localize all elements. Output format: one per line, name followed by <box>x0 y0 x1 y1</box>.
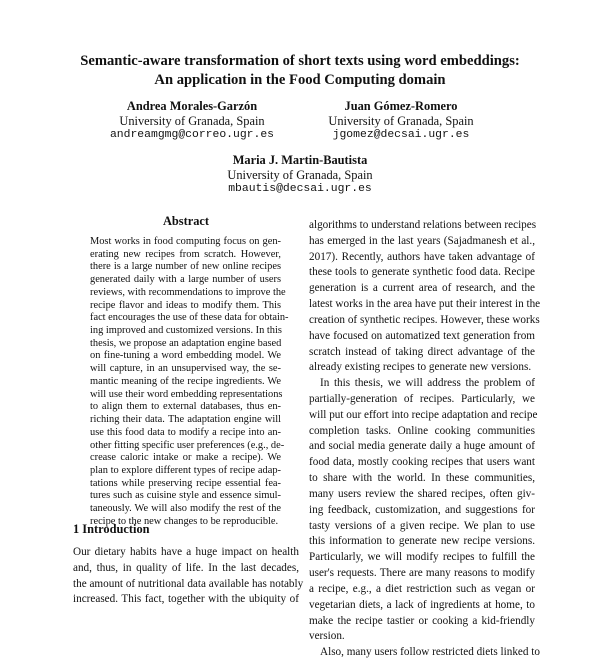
text-line: completion tasks. Online cooking communities <box>309 424 535 437</box>
text-line: have focused on automatized text generation from <box>309 329 535 342</box>
text-line: use this food data to modify a recipe into an- <box>90 426 281 438</box>
text-line: plan to explore different types of recipe adap- <box>90 464 281 476</box>
text-line: to share with the world. In these communities, <box>309 472 535 485</box>
text-line: Our dietary habits have a huge impact on health <box>73 546 299 558</box>
text-line: and social media generate daily a huge amount of <box>309 440 535 453</box>
text-line: fact encourages the use of these data for obtain- <box>90 312 289 324</box>
text-line: and, thus, in quality of life. In the last decades, <box>73 561 299 574</box>
paper-title <box>40 52 560 90</box>
text-line: other fitting specific user preferences (e.g., de- <box>90 439 285 451</box>
author-block-2 <box>291 99 511 143</box>
text-line: has emerged in the last years (Sajadmanesh et al., <box>309 234 535 247</box>
text-line: scratch instead of taking direct advantage of the <box>309 345 535 358</box>
text-line: taneously. We will also modify the rest of the <box>90 503 281 515</box>
text-line: user's requests. There are many reasons to modify <box>309 567 535 580</box>
text-line: a recipe, e.g., a diet restriction such as vegan or <box>309 582 535 595</box>
text-line: will use their word embedding representations <box>90 388 283 400</box>
author-affiliation: University of Granada, Spain <box>328 113 474 128</box>
text-line: 2017). Recently, authors have taken advantage of <box>309 250 535 263</box>
text-line: version. <box>309 630 345 643</box>
text-line: generation is a current area of research, and the <box>309 282 535 295</box>
title-line: Semantic-aware transformation of short texts using word embeddings: <box>80 53 520 69</box>
text-line: on fine-tuning a word embedding model. We <box>90 350 281 362</box>
text-line: mantic meaning of the recipe ingredients. We <box>90 375 281 387</box>
text-line: Also, many users follow restricted diets linked to <box>320 646 540 659</box>
text-line: Most works in food computing focus on gen- <box>90 236 281 247</box>
text-line: this information to generate new recipe versions. <box>309 535 535 548</box>
text-line: crease caloric intake or make a recipe). We <box>90 452 281 464</box>
title-line: An application in the Food Computing domain <box>154 72 446 88</box>
text-line: creation of synthetic recipes. However, these works <box>309 313 540 326</box>
author-email: mbautis@decsai.ugr.es <box>228 183 372 195</box>
author-block-1 <box>82 99 302 143</box>
author-name: Andrea Morales-Garzón <box>126 99 258 113</box>
text-line: vegetarian diets, a lack of ingredients at home, to <box>309 598 535 611</box>
text-line: Particularly, we will modify recipes to fulfill the <box>309 551 535 564</box>
text-line: thesis, we propose an adaptation engine based <box>90 337 282 349</box>
text-line: already existing recipes to generate new versions. <box>309 361 532 374</box>
text-line: erating new recipes from scratch. However, <box>90 248 281 260</box>
author-email: jgomez@decsai.ugr.es <box>332 129 470 141</box>
text-line: recipe to the new changes to be reproducible. <box>90 515 279 527</box>
text-line: will capture, in an unsupervised way, the se- <box>90 363 281 375</box>
abstract-heading: Abstract <box>162 214 210 228</box>
text-line: there is a large number of new online recipes <box>90 261 281 273</box>
author-affiliation: University of Granada, Spain <box>119 113 265 128</box>
text-line: the amount of nutritional data available has notably <box>73 577 304 590</box>
text-line: tasty versions of a given recipe. We plan to use <box>309 519 535 532</box>
text-line: increased. This fact, together with the ubiquity of <box>73 593 299 606</box>
text-line: to align them to external databases, thus en- <box>90 401 281 413</box>
text-line: many users review the shared recipes, often giv- <box>309 487 535 500</box>
text-line: riching their data. The adaptation engine will <box>90 414 281 426</box>
text-line: make the recipe tastier or cooking a kid-friendly <box>309 614 535 627</box>
text-line: will put our effort into recipe adaptation and recipe <box>309 408 538 421</box>
text-line: generated daily with a large number of users <box>90 274 281 286</box>
text-line: algorithms to understand relations between recipes <box>309 219 537 231</box>
text-line: ing feedback, customization, and suggestions for <box>309 503 535 516</box>
text-line: tations while preserving recipe essential fea- <box>90 477 281 489</box>
text-line: reviews, with recommendations to improve the <box>90 286 286 298</box>
text-line: tures such as cuisine style and essence simul- <box>90 490 281 502</box>
author-email: andreamgmg@correo.ugr.es <box>109 129 275 141</box>
text-line: latest works in the area have put their interest in the <box>309 298 541 311</box>
text-line: partially-generation of recipes. Particularly, we <box>309 393 535 406</box>
text-line: In this thesis, we will address the problem of <box>320 377 535 390</box>
section-heading-introduction: 1 Introduction <box>73 522 150 536</box>
author-name: Juan Gómez-Romero <box>344 99 458 113</box>
text-line: these tools to generate synthetic food data. Recipe <box>309 266 535 279</box>
author-block-3 <box>190 153 410 197</box>
text-line: food data, mostly cooking recipes that users want <box>309 456 535 469</box>
author-affiliation: University of Granada, Spain <box>227 167 373 182</box>
text-line: ing improved and customized versions. In this <box>90 325 282 337</box>
text-line: recipe flavor and ideas to modify them. This <box>90 299 281 311</box>
author-name: Maria J. Martin-Bautista <box>232 153 368 167</box>
